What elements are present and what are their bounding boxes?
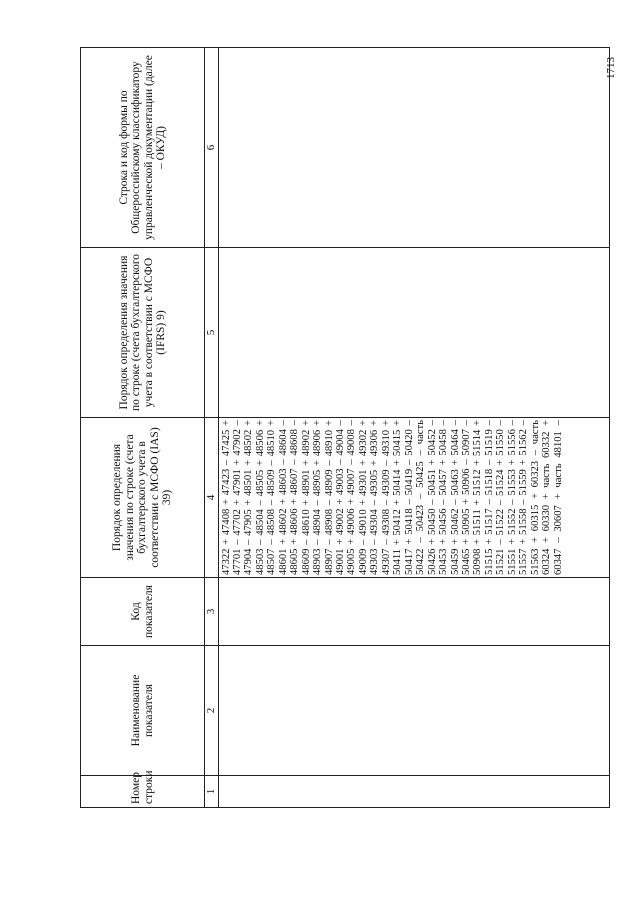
formula-token: + [518,459,530,466]
formula-token: + [529,536,541,543]
column-number-1: 1 [205,776,219,808]
formula-token: 60323 [529,460,541,488]
column-number-2: 2 [205,646,219,776]
formula-token: 48901 [300,469,312,496]
formula-token: – [289,420,301,426]
formula-token: 48904 [312,509,324,536]
formula-token: – [277,420,289,426]
formula-token: 49006 [346,508,358,535]
formula-token: – [369,500,381,506]
formula-token: 49303 [369,548,381,575]
formula-token: 51519 [483,429,495,456]
formula-token: + [231,459,243,466]
formula-token: + [426,538,438,545]
formula-line [518,420,529,575]
formula-token: – [312,539,324,545]
formula-line [243,420,254,575]
formula-token: 48609 [300,548,312,575]
formula-line [301,420,312,575]
formula-line [495,420,506,575]
formula-token: – [346,459,358,465]
formula-token: + [277,538,289,545]
rotated-page [80,48,610,808]
formula-token: 50426 [426,548,438,575]
formula-line [324,420,335,575]
formula-token: 47423 [220,468,232,496]
formula-token: 51551 [506,548,518,575]
formula-token: 48910 [323,429,335,457]
formula-token: – [506,499,518,505]
page-number: 1713 [605,57,617,79]
formula-token: 47425 [220,429,232,457]
formula-token: 48902 [300,429,312,457]
formula-token: – [357,539,369,545]
formula-token: 47902 [231,429,243,456]
formula-token: 50451 [426,469,438,496]
formula-token: 50906 [461,468,473,495]
formula-token: 51562 [518,429,530,456]
column-number-6: 6 [205,48,219,248]
formula-token: + [243,499,255,506]
formula-line [530,420,541,575]
formula-token: + [426,459,438,466]
formula-token: + [357,499,369,506]
formula-token: 48504 [254,509,266,536]
formula-token: 50423 [415,504,427,532]
formula-token: 49306 [369,429,381,457]
formula-token: + [335,538,347,545]
formula-token: 50418 [403,508,415,535]
formula-token: – [449,420,461,426]
formula-token: 50417 [403,548,415,575]
formula-token: + [438,459,450,466]
formula-token: – [403,459,415,465]
formula-token: 48608 [289,429,301,456]
formula-token: – [438,420,450,426]
formula-token: 48907 [323,548,335,575]
formula-token: 50453 [438,548,450,575]
formula-token: 50425 [415,461,427,488]
column-number-3: 3 [205,578,219,646]
formula-line [266,420,277,575]
formula-token: – [483,420,495,426]
formula-token: – [438,499,450,505]
formula-token: + [323,420,335,427]
formula-token: 51563 [529,548,541,575]
formula-token: 51556 [506,429,518,456]
header-indicator-code: Код показателя [81,578,205,646]
formula-token: 48908 [323,508,335,536]
formula-token: 47901 [231,469,243,496]
formula-token: – [231,539,243,545]
formula-token: – [403,499,415,505]
formula-line [484,420,495,575]
formula-token: 48906 [312,429,324,457]
formula-line [278,420,289,575]
formula-token: 51515 [483,548,495,575]
header-row [81,48,205,808]
formula-token: часть [541,463,553,488]
formula-line [232,420,243,575]
formula-token: 48503 [254,548,266,575]
formula-token: 50462 [449,508,461,535]
formula-token: 48602 [277,508,289,535]
formula-token: 51553 [506,469,518,496]
formula-token: – [403,420,415,426]
formula-token: 49009 [357,548,369,575]
formula-token: + [312,420,324,427]
formula-line [541,420,552,575]
formula-token: 49002 [335,508,347,535]
formula-token: + [277,498,289,505]
formula-token: – [461,420,473,426]
formula-token: + [335,498,347,505]
formula-token: + [472,499,484,506]
formula-token: 48604 [277,429,289,456]
formula-token: часть [529,420,541,445]
formula-token: 51522 [495,508,507,536]
formula-token: 50908 [472,548,484,575]
header-okud-form: Строка и код формы по Общероссийскому классификатору управленческой документации (далее – ОКУД) [81,48,205,248]
formula-token: – [518,420,530,426]
formula-token: – [346,420,358,426]
formula-token: + [289,498,301,505]
formula-token: 51559 [518,469,530,496]
header-indicator-name: Наименование показателя [81,646,205,776]
formula-token: + [392,459,404,466]
formula-token: + [472,459,484,466]
cell-row-number [218,776,610,808]
formula-token: 48603 [277,468,289,495]
formula-token: – [335,459,347,465]
formula-line [221,420,232,575]
formula-token: + [449,538,461,545]
formula-token: 50415 [392,429,404,457]
formula-token: + [243,420,255,426]
formula-token: + [266,420,278,427]
formula-token: – [300,539,312,545]
formula-token: 49304 [369,509,381,536]
formula-token: + [483,538,495,545]
formula-token: + [346,538,358,545]
formula-token: 49007 [346,468,358,495]
formula-line [335,420,346,575]
formula-token: 49004 [335,429,347,456]
formula-token: 48509 [266,469,278,496]
formula-token: 48903 [312,548,324,575]
cell-okud-form [218,48,610,248]
formula-token: – [529,449,541,456]
formula-token: 48101 [552,431,564,458]
formula-token: + [369,460,381,467]
formula-token: 47408 [220,508,232,536]
formula-token: 50422 [415,548,427,575]
formula-token: + [392,499,404,506]
formula-token: – [552,537,564,543]
formula-token: 60347 [552,548,564,575]
formula-token: – [323,539,335,545]
formula-token: + [243,459,255,466]
formula-token: 51557 [518,548,530,575]
formula-line [358,420,369,575]
header-row-number: Номер строки [81,776,205,808]
formula-token: 48502 [243,429,255,457]
formula-token: – [483,459,495,465]
formula-token: + [254,460,266,467]
formula-token: 50420 [403,429,415,456]
formula-token: – [518,499,530,505]
formula-token: 49307 [380,548,392,575]
formula-line [346,420,357,575]
formula-token: + [472,538,484,545]
formula-token: + [552,493,564,500]
formula-token: 47701 [231,548,243,575]
formula-token: – [335,420,347,426]
formula-token: 49001 [335,548,347,575]
formula-token: 48605 [289,548,301,575]
formula-token: 50450 [426,508,438,535]
formula-token: – [266,499,278,506]
formula-token: 50464 [449,429,461,456]
formula-line [404,420,415,575]
formula-token: 48506 [254,429,266,457]
formula-token: 48507 [266,548,278,575]
cell-indicator-name [218,646,610,776]
formula-token: + [541,536,553,543]
cell-ias39-formula [218,418,610,578]
formula-token: – [415,450,427,456]
formula-token: + [369,420,381,427]
formula-token: 50456 [438,508,450,535]
formula-token: + [506,538,518,545]
formula-token: – [266,539,278,545]
formula-token: 47905 [243,509,255,536]
formula-token: + [220,499,232,505]
formula-token: 49310 [380,429,392,457]
formula-token: 50412 [392,509,404,536]
formula-token: 47322 [220,548,232,575]
formula-token: 51518 [483,468,495,496]
formula-token: – [380,460,392,466]
column-number-row [205,48,219,808]
formula-token: 60324 [541,548,553,575]
formula-token: + [529,493,541,500]
formula-token: – [380,499,392,506]
formula-line [369,420,380,575]
formula-token: + [541,493,553,500]
formula-token: + [495,459,507,466]
formula-token: – [323,499,335,506]
column-number-4: 4 [205,418,219,578]
formula-token: – [312,500,324,506]
formula-token: 47904 [243,548,255,575]
formula-token: 50465 [461,548,473,575]
formula-line [438,420,449,575]
formula-token: + [403,538,415,545]
formula-token: + [346,498,358,505]
formula-token: 48606 [289,508,301,535]
formula-token: + [506,459,518,466]
indicator-table [80,47,610,808]
formula-token: 49005 [346,548,358,575]
formula-token: 48905 [312,469,324,497]
header-ias39-order: Порядок определения значения по строке (счета бухгалтерского учета в соответствии с МСФО (IAS) 39) [81,418,205,578]
formula-token: 51511 [472,509,484,536]
formula-token: 49305 [369,469,381,497]
formula-token: 48601 [277,548,289,575]
formula-token: – [483,499,495,505]
formula-token: 51558 [518,508,530,535]
formula-line [472,420,483,575]
formula-token: 50459 [449,548,461,575]
formula-token: часть [415,420,427,445]
formula-line [461,420,472,575]
column-number-5: 5 [205,248,219,418]
formula-token: + [220,538,232,545]
formula-token: + [461,538,473,545]
formula-token: 30607 [552,505,564,532]
formula-token: 49309 [380,469,392,496]
formula-line [450,420,461,575]
data-row [218,48,610,808]
formula-token: 50452 [426,429,438,456]
formula-token: 48510 [266,429,278,457]
formula-token: – [277,459,289,465]
formula-token: + [380,420,392,427]
formula-token: 48508 [266,508,278,536]
formula-token: + [438,538,450,545]
formula-token: – [254,539,266,545]
formula-token: – [426,499,438,505]
formula-token: + [461,498,473,505]
formula-token: + [392,420,404,427]
formula-token: 60315 [529,504,541,532]
formula-token: – [231,420,243,426]
formula-line [392,420,403,575]
formula-token: – [323,460,335,466]
formula-token: 50419 [403,468,415,496]
formula-token: 50907 [461,429,473,456]
formula-token: + [300,499,312,506]
formula-token: 51512 [472,469,484,496]
formula-token: + [472,420,484,427]
formula-line [381,420,392,575]
cell-indicator-code [218,578,610,646]
formula-token: – [369,539,381,545]
formula-token: 48505 [254,469,266,497]
formula-token: – [415,537,427,543]
formula-token: 51517 [483,508,495,535]
formula-token: 50457 [438,469,450,496]
formula-token: – [552,420,564,426]
formula-token: + [300,420,312,426]
formula-token: 50411 [392,548,404,575]
formula-token: + [231,499,243,506]
formula-token: + [392,539,404,546]
formula-token: – [426,420,438,426]
formula-token: – [266,460,278,466]
formula-token: 50463 [449,469,461,496]
formula-token: + [220,420,232,426]
formula-token: 49308 [380,508,392,536]
formula-token: 51552 [506,508,518,535]
formula-line [312,420,323,575]
formula-line [415,420,426,575]
formula-token: + [289,538,301,545]
formula-token: – [220,459,232,466]
formula-token: – [461,459,473,465]
formula-token: 49008 [346,429,358,456]
formula-token: – [243,539,255,545]
formula-token: + [357,459,369,466]
formula-token: – [380,539,392,545]
formula-token: – [254,500,266,506]
formula-line [289,420,300,575]
formula-token: – [495,539,507,545]
formula-token: 48607 [289,468,301,495]
formula-token: 50458 [438,429,450,456]
formula-token: + [300,459,312,466]
formula-token: 47702 [231,509,243,536]
formula-token: + [541,420,553,426]
formula-token: – [415,493,427,500]
formula-token: 51524 [495,469,507,496]
formula-token: 50414 [392,469,404,496]
formula-token: 49010 [357,509,369,536]
formula-line [507,420,518,575]
formula-token: – [506,420,518,426]
formula-token: – [289,459,301,465]
formula-token: + [357,420,369,426]
formula-token: – [495,499,507,506]
formula-token: + [449,459,461,466]
formula-token: 48909 [323,469,335,496]
formula-token: + [312,460,324,467]
cell-ifrs9-formula [218,248,610,418]
formula-token: + [254,420,266,427]
formula-token: 48501 [243,469,255,496]
formula-line [427,420,438,575]
formula-token: часть [552,463,564,488]
formula-token: 51521 [495,548,507,575]
header-ifrs9-order: Порядок определения значения по строке (счета бухгалтерского учета в соответствии с МСФО (IFRS) 9) [81,248,205,418]
formula-token: 60330 [541,504,553,532]
formula-token: 50905 [461,508,473,535]
formula-token: 60332 [541,431,553,459]
formula-token: 51550 [495,429,507,456]
formula-token: – [449,499,461,505]
formula-token: – [495,420,507,426]
formula-token: 49003 [335,468,347,495]
formula-line [255,420,266,575]
formula-token: + [518,538,530,545]
formula-token: 51514 [472,429,484,457]
formula-token: 48610 [300,509,312,536]
formula-line [553,420,564,575]
formula-token: 49301 [357,469,369,496]
formula-token: 49302 [357,429,369,457]
